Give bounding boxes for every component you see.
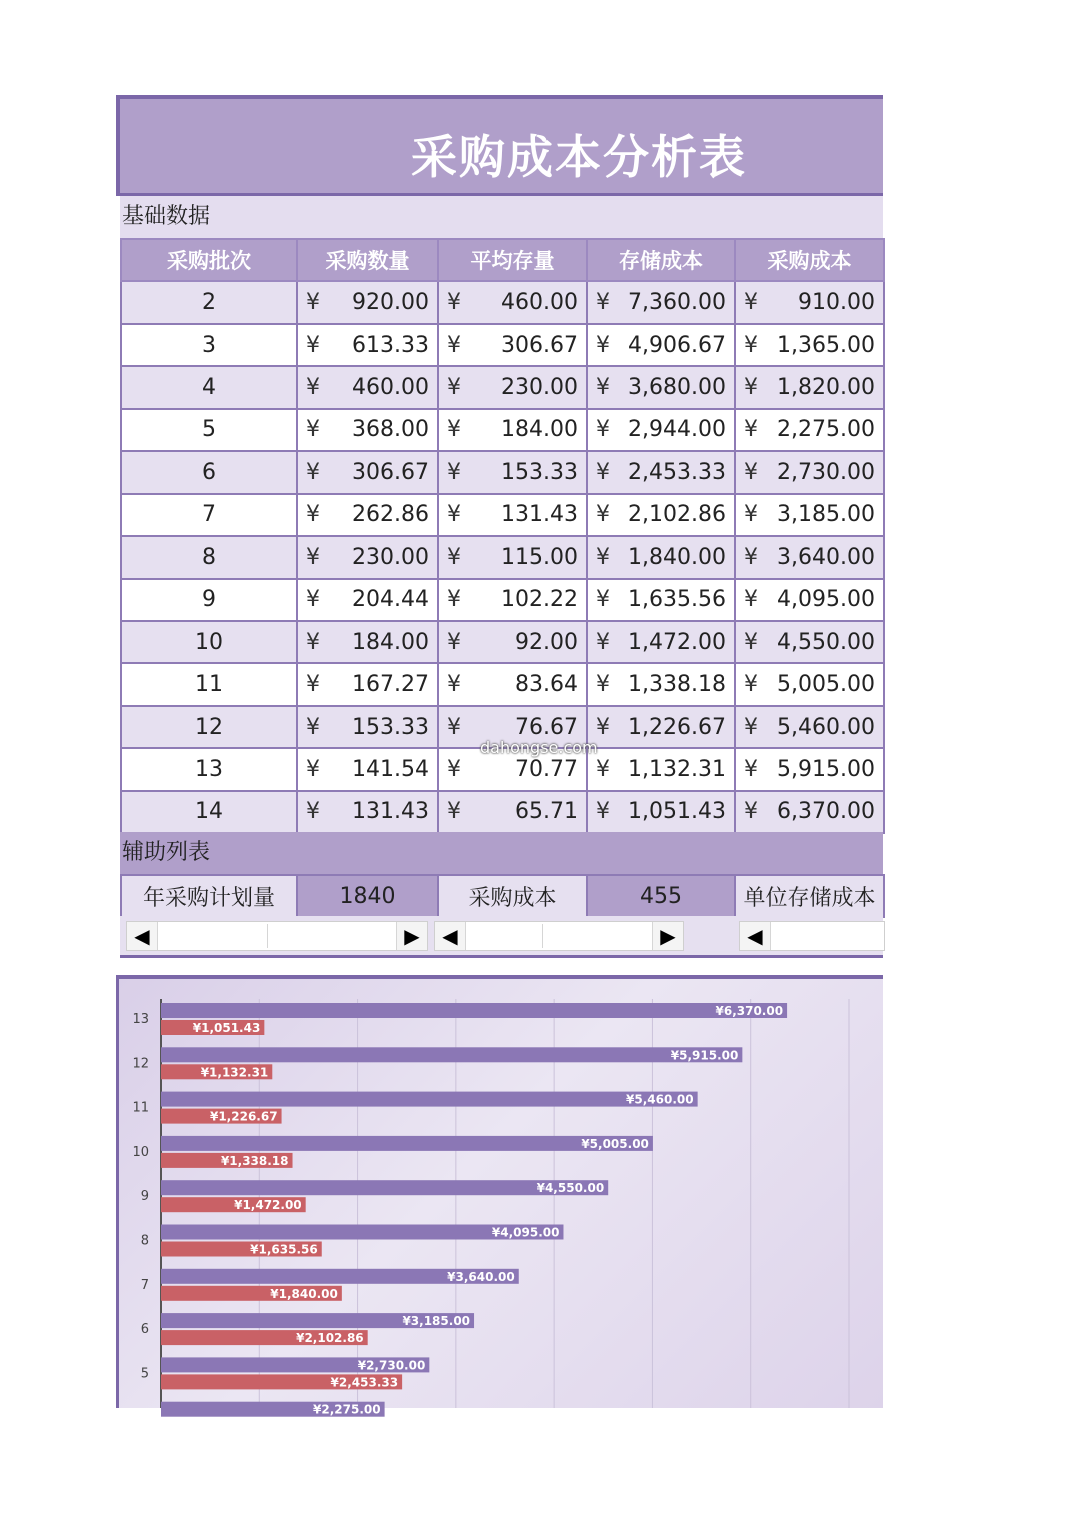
purchase-cost-label: ¥3,185.00: [402, 1314, 471, 1329]
table-row: [121, 366, 884, 408]
storage-cost-label: ¥1,635.56: [250, 1242, 318, 1257]
quantity-cell[interactable]: [297, 706, 438, 748]
table-row: [121, 281, 884, 323]
storage-cost-cell[interactable]: [587, 748, 735, 790]
amount: 76.67: [515, 714, 578, 740]
currency-symbol: ¥: [447, 714, 461, 740]
currency-symbol: ¥: [306, 502, 320, 528]
quantity-cell[interactable]: [297, 579, 438, 621]
avg-stock-cell[interactable]: [438, 409, 587, 451]
amount: 306.67: [501, 332, 578, 358]
header-avg-stock[interactable]: 平均存量: [438, 239, 587, 281]
batch-cell[interactable]: 7: [121, 494, 297, 536]
amount: 1,051.43: [628, 799, 726, 825]
currency-symbol: ¥: [744, 544, 758, 570]
quantity-cell[interactable]: [297, 621, 438, 663]
currency-symbol: ¥: [744, 799, 758, 825]
table-row: [121, 536, 884, 578]
purchase-cost-cell[interactable]: [735, 748, 884, 790]
category-tick-label: 12: [132, 1056, 149, 1072]
scroll-left-arrow-icon[interactable]: ◀: [740, 922, 771, 950]
amount: 910.00: [798, 290, 875, 316]
avg-stock-cell[interactable]: [438, 536, 587, 578]
storage-cost-label: ¥2,453.33: [330, 1375, 399, 1390]
storage-cost-cell[interactable]: [587, 621, 735, 663]
currency-symbol: ¥: [744, 459, 758, 485]
amount: 460.00: [352, 375, 429, 401]
amount: 153.33: [352, 714, 429, 740]
category-tick-label: 9: [140, 1189, 149, 1205]
amount: 141.54: [352, 756, 429, 782]
scroll-right-arrow-icon[interactable]: ▶: [652, 922, 683, 950]
currency-symbol: ¥: [596, 756, 610, 782]
currency-symbol: ¥: [596, 672, 610, 698]
amount: 1,365.00: [777, 332, 875, 358]
avg-stock-cell[interactable]: [438, 663, 587, 705]
scrollbar-thumb[interactable]: [159, 924, 268, 948]
purchase-cost-scrollbar[interactable]: [434, 921, 684, 951]
quantity-cell[interactable]: [297, 748, 438, 790]
currency-symbol: ¥: [596, 375, 610, 401]
table-row: [121, 791, 884, 833]
amount: 3,640.00: [777, 544, 875, 570]
batch-cell[interactable]: 11: [121, 663, 297, 705]
currency-symbol: ¥: [596, 629, 610, 655]
amount: 70.77: [515, 756, 578, 782]
quantity-cell[interactable]: [297, 451, 438, 493]
batch-cell[interactable]: 5: [121, 409, 297, 451]
currency-symbol: ¥: [596, 290, 610, 316]
currency-symbol: ¥: [596, 417, 610, 443]
scroll-left-arrow-icon[interactable]: ◀: [435, 922, 466, 950]
currency-symbol: ¥: [744, 756, 758, 782]
avg-stock-cell[interactable]: [438, 494, 587, 536]
quantity-cell[interactable]: [297, 324, 438, 366]
batch-cell[interactable]: 2: [121, 281, 297, 323]
header-quantity[interactable]: 采购数量: [297, 239, 438, 281]
amount: 153.33: [501, 459, 578, 485]
amount: 4,095.00: [777, 587, 875, 613]
amount: 5,460.00: [777, 714, 875, 740]
purchase-cost-label: ¥3,640.00: [447, 1269, 515, 1284]
currency-symbol: ¥: [447, 417, 461, 443]
unit-storage-scrollbar[interactable]: [739, 921, 885, 951]
category-tick-label: 6: [140, 1322, 149, 1338]
amount: 2,730.00: [777, 459, 875, 485]
table-row: [121, 621, 884, 663]
currency-symbol: ¥: [306, 799, 320, 825]
storage-cost-label: ¥1,338.18: [220, 1153, 289, 1168]
purchase-cost-bar: [161, 1047, 742, 1062]
storage-cost-cell[interactable]: [587, 324, 735, 366]
amount: 3,680.00: [628, 375, 726, 401]
amount: 230.00: [352, 544, 429, 570]
amount: 7,360.00: [628, 290, 726, 316]
table-header-row: [121, 239, 884, 281]
category-tick-label: 10: [132, 1144, 149, 1160]
purchase-cost-cell[interactable]: [735, 791, 884, 833]
storage-cost-cell[interactable]: [587, 663, 735, 705]
storage-cost-cell[interactable]: [587, 451, 735, 493]
amount: 368.00: [352, 417, 429, 443]
purchase-cost-label: ¥5,005.00: [581, 1136, 649, 1151]
avg-stock-cell[interactable]: [438, 579, 587, 621]
amount: 1,820.00: [777, 375, 875, 401]
storage-cost-cell[interactable]: [587, 366, 735, 408]
table-row: [121, 579, 884, 621]
amount: 1,338.18: [628, 672, 726, 698]
currency-symbol: ¥: [306, 756, 320, 782]
amount: 613.33: [352, 332, 429, 358]
batch-cell[interactable]: 13: [121, 748, 297, 790]
amount: 1,226.67: [628, 714, 726, 740]
currency-symbol: ¥: [447, 459, 461, 485]
currency-symbol: ¥: [447, 375, 461, 401]
amount: 5,005.00: [777, 672, 875, 698]
batch-cell[interactable]: 4: [121, 366, 297, 408]
purchase-cost-label: ¥2,730.00: [357, 1358, 426, 1373]
currency-symbol: ¥: [596, 714, 610, 740]
amount: 2,453.33: [628, 459, 726, 485]
batch-cell[interactable]: 9: [121, 579, 297, 621]
currency-symbol: ¥: [306, 417, 320, 443]
purchase-cost-cell[interactable]: [735, 451, 884, 493]
currency-symbol: ¥: [744, 502, 758, 528]
currency-symbol: ¥: [447, 799, 461, 825]
currency-symbol: ¥: [596, 459, 610, 485]
category-tick-label: 7: [140, 1277, 149, 1293]
currency-symbol: ¥: [744, 629, 758, 655]
header-storage-cost[interactable]: 存储成本: [587, 239, 735, 281]
currency-symbol: ¥: [447, 544, 461, 570]
purchase-cost-label[interactable]: 采购成本: [438, 875, 587, 917]
amount: 131.43: [352, 799, 429, 825]
amount: 65.71: [515, 799, 578, 825]
currency-symbol: ¥: [306, 714, 320, 740]
currency-symbol: ¥: [596, 332, 610, 358]
annual-plan-label[interactable]: 年采购计划量: [121, 875, 297, 917]
amount: 6,370.00: [777, 799, 875, 825]
currency-symbol: ¥: [447, 332, 461, 358]
storage-cost-cell[interactable]: [587, 579, 735, 621]
currency-symbol: ¥: [306, 375, 320, 401]
avg-stock-cell[interactable]: [438, 451, 587, 493]
header-batch[interactable]: 采购批次: [121, 239, 297, 281]
purchase-cost-cell[interactable]: [735, 706, 884, 748]
avg-stock-cell[interactable]: [438, 366, 587, 408]
currency-symbol: ¥: [596, 502, 610, 528]
unit-storage-cost-label[interactable]: 单位存储成本: [735, 875, 884, 917]
amount: 184.00: [501, 417, 578, 443]
amount: 1,472.00: [628, 629, 726, 655]
table-row: [121, 324, 884, 366]
amount: 184.00: [352, 629, 429, 655]
amount: 1,840.00: [628, 544, 726, 570]
purchase-cost-cell[interactable]: [735, 536, 884, 578]
storage-cost-label: ¥2,102.86: [296, 1331, 364, 1346]
purchase-cost-label-partial: ¥2,275.00: [313, 1402, 381, 1417]
amount: 131.43: [501, 502, 578, 528]
amount: 230.00: [501, 375, 578, 401]
spreadsheet: [116, 95, 883, 961]
storage-cost-cell[interactable]: [587, 536, 735, 578]
quantity-cell[interactable]: [297, 409, 438, 451]
category-tick-label: 8: [140, 1233, 149, 1249]
currency-symbol: ¥: [744, 587, 758, 613]
currency-symbol: ¥: [744, 417, 758, 443]
currency-symbol: ¥: [447, 290, 461, 316]
currency-symbol: ¥: [744, 290, 758, 316]
batch-cell[interactable]: 10: [121, 621, 297, 663]
storage-cost-cell[interactable]: [587, 409, 735, 451]
quantity-cell[interactable]: [297, 366, 438, 408]
storage-cost-label: ¥1,472.00: [234, 1198, 302, 1213]
annual-plan-scrollbar[interactable]: [126, 921, 428, 951]
currency-symbol: ¥: [306, 544, 320, 570]
amount: 4,550.00: [777, 629, 875, 655]
currency-symbol: ¥: [744, 714, 758, 740]
aux-row: [121, 875, 884, 917]
quantity-cell[interactable]: [297, 536, 438, 578]
purchase-cost-cell[interactable]: [735, 579, 884, 621]
avg-stock-cell[interactable]: [438, 324, 587, 366]
page-title: 采购成本分析表: [411, 130, 747, 184]
cost-bar-chart: [116, 975, 883, 1417]
category-tick-label: 11: [132, 1100, 149, 1116]
amount: 460.00: [501, 290, 578, 316]
amount: 4,906.67: [628, 332, 726, 358]
amount: 2,102.86: [628, 502, 726, 528]
quantity-cell[interactable]: [297, 494, 438, 536]
purchase-cost-cell[interactable]: [735, 663, 884, 705]
currency-symbol: ¥: [306, 629, 320, 655]
quantity-cell[interactable]: [297, 281, 438, 323]
purchase-cost-cell[interactable]: [735, 366, 884, 408]
storage-cost-cell[interactable]: [587, 791, 735, 833]
batch-cell[interactable]: 6: [121, 451, 297, 493]
purchase-cost-bar: [161, 1136, 653, 1151]
avg-stock-cell[interactable]: [438, 621, 587, 663]
quantity-cell[interactable]: [297, 663, 438, 705]
avg-stock-cell[interactable]: [438, 791, 587, 833]
purchase-cost-label: ¥4,095.00: [491, 1225, 560, 1240]
currency-symbol: ¥: [447, 587, 461, 613]
aux-table: [120, 874, 885, 918]
currency-symbol: ¥: [744, 672, 758, 698]
watermark: dahongse.com: [480, 738, 598, 757]
amount: 2,275.00: [777, 417, 875, 443]
currency-symbol: ¥: [596, 587, 610, 613]
category-tick-label: 13: [132, 1012, 149, 1027]
table-row: [121, 663, 884, 705]
chart-svg: [119, 979, 883, 1417]
currency-symbol: ¥: [306, 672, 320, 698]
currency-symbol: ¥: [306, 459, 320, 485]
storage-cost-label: ¥1,840.00: [270, 1286, 338, 1301]
purchase-cost-cell[interactable]: [735, 409, 884, 451]
storage-cost-label: ¥1,132.31: [200, 1065, 269, 1080]
purchase-cost-label: ¥6,370.00: [715, 1004, 784, 1018]
storage-cost-label: ¥1,051.43: [192, 1021, 261, 1035]
purchase-cost-cell[interactable]: [735, 281, 884, 323]
storage-cost-label: ¥1,226.67: [209, 1109, 278, 1124]
header-purchase-cost[interactable]: 采购成本: [735, 239, 884, 281]
currency-symbol: ¥: [744, 332, 758, 358]
batch-cell[interactable]: 3: [121, 324, 297, 366]
currency-symbol: ¥: [596, 544, 610, 570]
batch-cell[interactable]: 8: [121, 536, 297, 578]
currency-symbol: ¥: [447, 756, 461, 782]
amount: 167.27: [352, 672, 429, 698]
storage-cost-cell[interactable]: [587, 281, 735, 323]
scrollbar-row: [120, 916, 883, 958]
batch-cell[interactable]: 12: [121, 706, 297, 748]
storage-cost-cell[interactable]: [587, 706, 735, 748]
purchase-cost-value[interactable]: 455: [587, 875, 735, 917]
currency-symbol: ¥: [447, 502, 461, 528]
amount: 262.86: [352, 502, 429, 528]
amount: 2,944.00: [628, 417, 726, 443]
amount: 1,132.31: [628, 756, 726, 782]
section-basic-data: 基础数据: [120, 196, 883, 238]
purchase-cost-cell[interactable]: [735, 494, 884, 536]
currency-symbol: ¥: [306, 290, 320, 316]
amount: 115.00: [501, 544, 578, 570]
annual-plan-value[interactable]: 1840: [297, 875, 438, 917]
scroll-left-arrow-icon[interactable]: ◀: [127, 922, 158, 950]
table-row: [121, 451, 884, 493]
table-row: [121, 494, 884, 536]
currency-symbol: ¥: [306, 587, 320, 613]
section-aux-list: 辅助列表: [120, 832, 883, 874]
amount: 1,635.56: [628, 587, 726, 613]
currency-symbol: ¥: [596, 799, 610, 825]
amount: 83.64: [515, 672, 578, 698]
table-row: [121, 409, 884, 451]
amount: 306.67: [352, 459, 429, 485]
storage-cost-cell[interactable]: [587, 494, 735, 536]
amount: 102.22: [501, 587, 578, 613]
purchase-cost-cell[interactable]: [735, 324, 884, 366]
amount: 92.00: [515, 629, 578, 655]
purchase-cost-bar: [161, 1003, 787, 1018]
title-bar: [116, 95, 883, 196]
scroll-right-arrow-icon[interactable]: ▶: [396, 922, 427, 950]
purchase-cost-cell[interactable]: [735, 621, 884, 663]
quantity-cell[interactable]: [297, 791, 438, 833]
currency-symbol: ¥: [744, 375, 758, 401]
amount: 204.44: [352, 587, 429, 613]
purchase-cost-label: ¥5,460.00: [626, 1092, 694, 1107]
currency-symbol: ¥: [447, 672, 461, 698]
purchase-cost-label: ¥4,550.00: [536, 1181, 605, 1196]
amount: 3,185.00: [777, 502, 875, 528]
amount: 5,915.00: [777, 756, 875, 782]
scrollbar-thumb[interactable]: [467, 924, 543, 948]
batch-cell[interactable]: 14: [121, 791, 297, 833]
avg-stock-cell[interactable]: [438, 281, 587, 323]
currency-symbol: ¥: [306, 332, 320, 358]
purchase-cost-label: ¥5,915.00: [670, 1048, 739, 1063]
currency-symbol: ¥: [447, 629, 461, 655]
category-tick-label: 5: [140, 1366, 149, 1382]
purchase-cost-bar: [161, 1092, 698, 1107]
amount: 920.00: [352, 290, 429, 316]
